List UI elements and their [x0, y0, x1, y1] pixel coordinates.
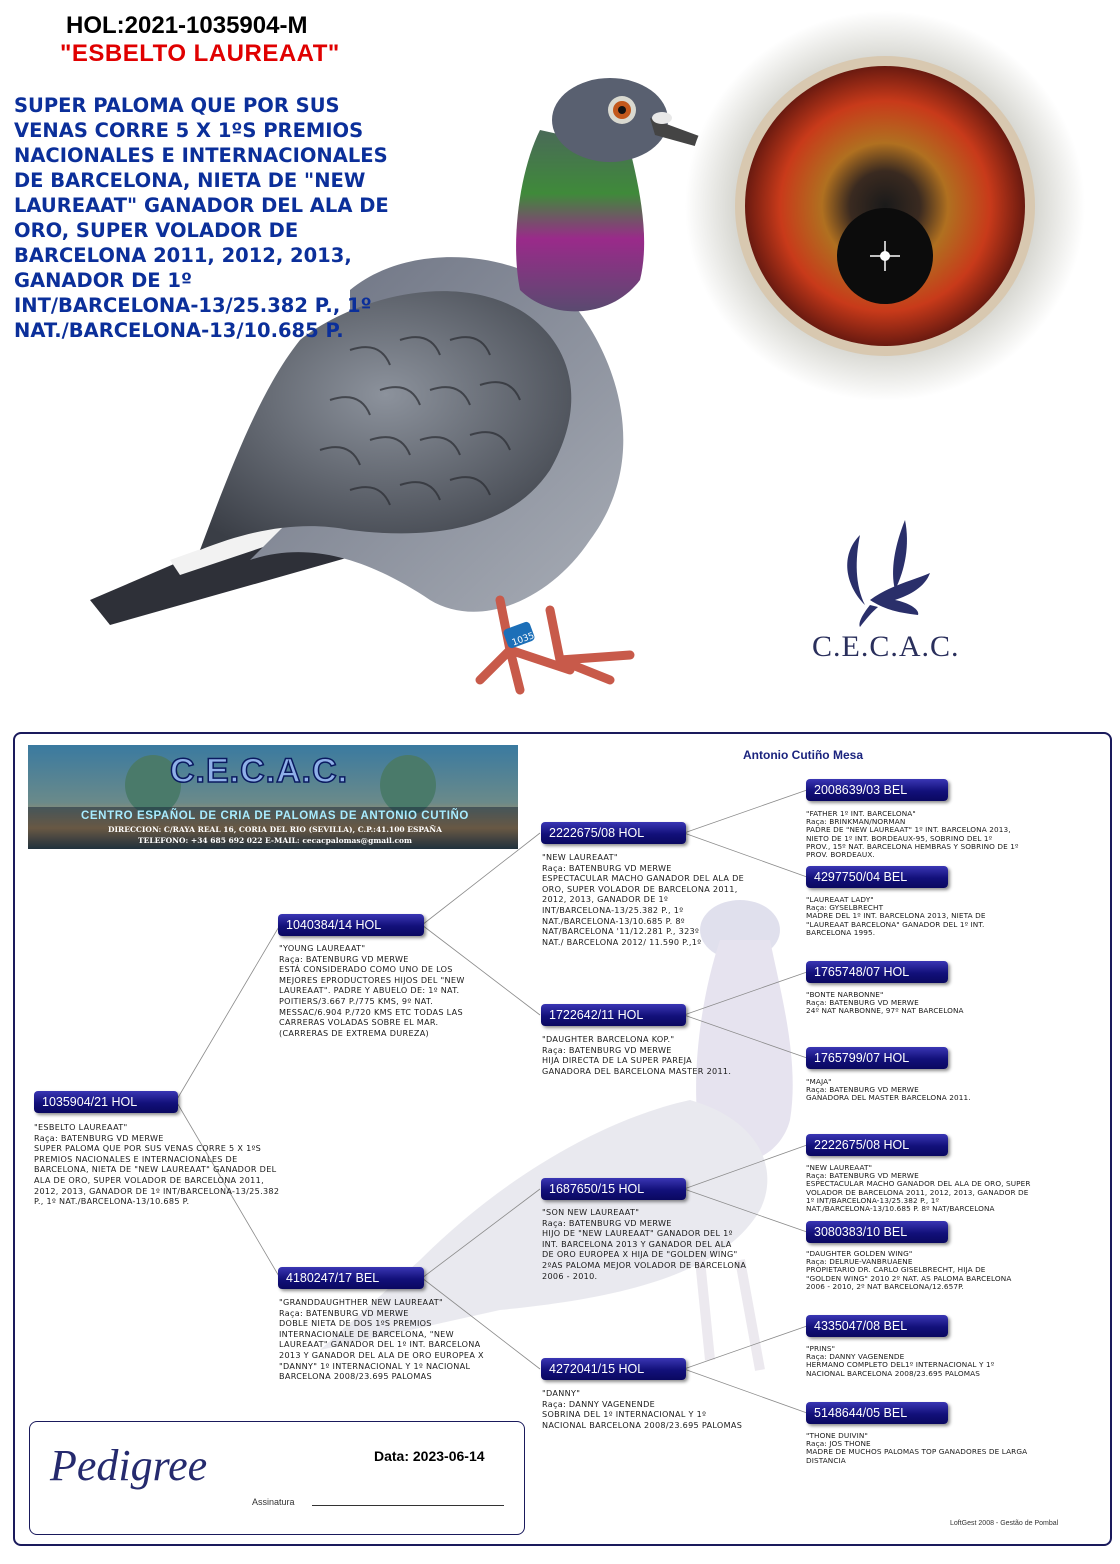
- info-line: Raça: BRINKMAN/NORMAN: [806, 817, 906, 827]
- info-line: 1º INT/BARCELONA-13/25.382 P., 1º: [806, 1195, 940, 1205]
- dsd-ring-box[interactable]: 3080383/10 BEL: [806, 1221, 948, 1243]
- info-line: ESPECTACULAR MACHO GANADOR DEL ALA DE: [542, 873, 745, 884]
- dds-ring-box[interactable]: 4335047/08 BEL: [806, 1315, 948, 1337]
- info-line: Raça: BATENBURG VD MERWE: [542, 1217, 672, 1228]
- info-line: MADRE DEL 1º INT. BARCELONA 2013, NIETA DE: [806, 911, 986, 921]
- info-line: "DANNY" 1º INTERNACIONAL Y 1º NACIONAL: [279, 1360, 471, 1371]
- info-line: Raça: JOS THONE: [806, 1439, 871, 1449]
- signature-label: Assinatura: [252, 1497, 295, 1507]
- info-line: "THONE DUIVIN": [806, 1431, 868, 1440]
- info-line: Raça: BATENBURG VD MERWE: [542, 862, 672, 873]
- info-line: "LAUREAAT BARCELONA" GANADOR DEL 1º INT.: [806, 919, 985, 929]
- sd-info: [542, 1034, 731, 1076]
- info-line: 2006 - 2010, 2º NAT BARCELONA/12.657P.: [806, 1281, 964, 1291]
- info-line: BARCELONA 2008/23.695 PALOMAS: [279, 1371, 432, 1382]
- info-line: DISTANCIA: [806, 1455, 846, 1465]
- info-line: "ESBELTO LAUREAAT": [34, 1122, 128, 1132]
- description-line: NAT./BARCELONA-13/10.685 P.: [14, 319, 344, 342]
- info-line: Raça: BATENBURG VD MERWE: [806, 998, 919, 1008]
- info-line: 2012, 2013, GANADOR DE 1º: [542, 894, 669, 905]
- description-line: NACIONALES E INTERNACIONALES: [14, 144, 388, 167]
- info-line: DOBLE NIETA DE DOS 1ºS PREMIOS: [279, 1318, 432, 1329]
- leg-ring-band: 1035: [510, 631, 536, 649]
- info-line: Raça: BATENBURG VD MERWE: [542, 1044, 672, 1055]
- dss-info: [806, 1164, 1031, 1213]
- info-line: HERMANO COMPLETO DEL1º INTERNACIONAL Y 1º: [806, 1360, 995, 1370]
- info-line: ESPECTACULAR MACHO GANADOR DEL ALA DE ORO, SUPER: [806, 1179, 1031, 1189]
- info-line: INT/BARCELONA-13/25.382 P., 1º: [542, 904, 684, 915]
- ring-number-title: HOL:2021-1035904-M: [66, 12, 308, 39]
- info-line: "PRINS": [806, 1344, 836, 1353]
- description-line: DE BARCELONA, NIETA DE "NEW: [14, 169, 366, 192]
- banner-title: C.E.C.A.C.: [170, 752, 349, 790]
- ss-ring-box[interactable]: 2222675/08 HOL: [541, 822, 686, 844]
- pedigree-signature-word: Pedigree: [50, 1441, 208, 1490]
- dsd-info: [806, 1250, 1011, 1291]
- info-line: MESSAC/6.904 P./720 KMS ETC TODAS LAS: [279, 1006, 463, 1017]
- info-line: DE ORO EUROPEA X HIJA DE "GOLDEN WING": [542, 1249, 738, 1260]
- info-line: PROPIETARIO DR. CARLO GISELBRECHT, HIJA DE: [806, 1265, 986, 1275]
- info-line: Raça: BATENBURG VD MERWE: [34, 1132, 164, 1143]
- dam-info: [279, 1297, 484, 1382]
- info-line: NACIONAL BARCELONA 2008/23.695 PALOMAS: [806, 1368, 980, 1378]
- date-label: Data: 2023-06-14: [374, 1448, 485, 1464]
- sd-ring-box[interactable]: 1722642/11 HOL: [541, 1004, 686, 1026]
- dd-ring-box[interactable]: 4272041/15 HOL: [541, 1358, 686, 1380]
- software-credit: LoftGest 2008 - Gestão de Pombal: [950, 1520, 1059, 1527]
- info-line: Raça: DELRUE-VANBRUAENE: [806, 1257, 913, 1267]
- ss-info: [542, 852, 744, 947]
- info-line: BARCELONA 1995.: [806, 927, 876, 937]
- description-line: ORO, SUPER VOLADOR DE: [14, 219, 299, 242]
- cecac-logo-text: C.E.C.A.C.: [812, 630, 960, 663]
- bird-name-title: "ESBELTO LAUREAAT": [60, 40, 340, 67]
- ssd-ring-box[interactable]: 4297750/04 BEL: [806, 866, 948, 888]
- info-line: (CARRERAS DE EXTREMA DUREZA): [279, 1027, 429, 1038]
- info-line: Raça: DANNY VAGENENDE: [806, 1352, 905, 1362]
- info-line: Raça: GYSELBRECHT: [806, 903, 884, 913]
- info-line: Raça: BATENBURG VD MERWE: [806, 1085, 919, 1095]
- ssd-info: [806, 896, 986, 937]
- info-line: 2012, 2013, GANADOR DE 1º INT/BARCELONA-13/25.382: [34, 1185, 280, 1196]
- description-line: LAUREAAT" GANADOR DEL ALA DE: [14, 194, 389, 217]
- dd-info: [542, 1388, 742, 1430]
- info-line: "SON NEW LAUREAAT": [542, 1207, 640, 1217]
- sss-ring-box[interactable]: 2008639/03 BEL: [806, 779, 948, 801]
- info-line: "FATHER 1º INT. BARCELONA": [806, 809, 916, 818]
- info-line: NAT./BARCELONA-13/10.685 P. 8º: [542, 915, 685, 926]
- info-line: BARCELONA, NIETA DE "NEW LAUREAAT" GANADOR DEL: [34, 1164, 277, 1175]
- info-line: 2006 - 2010.: [542, 1270, 598, 1281]
- info-line: "GRANDDAUGHTHER NEW LAUREAAT": [279, 1297, 444, 1307]
- info-line: Raça: BATENBURG VD MERWE: [806, 1171, 919, 1181]
- info-line: GANADORA DEL BARCELONA MASTER 2011.: [542, 1065, 732, 1076]
- info-line: INT. BARCELONA 2013 Y GANADOR DEL ALA: [542, 1238, 732, 1249]
- info-line: "GOLDEN WING" 2010 2º NAT. AS PALOMA BARCELONA: [806, 1273, 1012, 1283]
- info-line: NAT./BARCELONA-13/10.685 P. 8º NAT/BARCELONA: [806, 1204, 995, 1214]
- dds-info: [806, 1345, 994, 1378]
- ddd-info: [806, 1432, 1027, 1465]
- info-line: VOLADOR DE BARCELONA 2011, 2012, 2013, GANADOR DE: [806, 1187, 1029, 1197]
- info-line: NACIONAL BARCELONA 2008/23.695 PALOMAS: [542, 1419, 743, 1430]
- sss-info: [806, 810, 1019, 859]
- banner-subtitle: CENTRO ESPAÑOL DE CRIA DE PALOMAS DE ANTONIO CUTIÑO: [81, 810, 469, 822]
- info-line: "YOUNG LAUREAAT": [279, 943, 366, 953]
- info-line: ESTÁ CONSIDERADO COMO UNO DE LOS: [279, 964, 453, 975]
- info-line: GANADORA DEL MASTER BARCELONA 2011.: [806, 1093, 971, 1103]
- owner-name: Antonio Cutiño Mesa: [743, 748, 863, 762]
- signature-line[interactable]: [312, 1505, 504, 1506]
- info-line: LAUREAAT". PADRE Y ABUELO DE: 1º NAT.: [279, 985, 460, 996]
- subject-ring-box[interactable]: 1035904/21 HOL: [34, 1091, 178, 1113]
- description-line: VENAS CORRE 5 X 1ºS PREMIOS: [14, 119, 364, 142]
- info-line: Raça: BATENBURG VD MERWE: [279, 953, 409, 964]
- info-line: HIJA DIRECTA DE LA SUPER PAREJA: [542, 1055, 692, 1066]
- info-line: HIJO DE "NEW LAUREAAT" GANADOR DEL 1º: [542, 1228, 733, 1239]
- subject-info: [34, 1122, 279, 1207]
- info-line: ALA DE ORO, SUPER VOLADOR DE BARCELONA 2011,: [34, 1174, 264, 1185]
- info-line: INTERNACIONALE DE BARCELONA, "NEW: [279, 1328, 454, 1339]
- info-line: "DAUGHTER GOLDEN WING": [806, 1249, 913, 1258]
- info-line: SOBRINA DEL 1º INTERNACIONAL Y 1º: [542, 1409, 707, 1420]
- ds-info: [542, 1207, 746, 1281]
- dam-ring-box[interactable]: 4180247/17 BEL: [278, 1267, 424, 1289]
- info-line: LAUREAAT" GANADOR DEL 1º INT. BARCELONA: [279, 1339, 481, 1350]
- info-line: 2ºAS PALOMA MEJOR VOLADOR DE BARCELONA: [542, 1259, 747, 1270]
- info-line: PADRE DE "NEW LAUREAAT" 1º INT. BARCELONA 2013,: [806, 825, 1011, 835]
- info-line: P., 1º NAT./BARCELONA-13/10.685 P.: [34, 1196, 190, 1207]
- dss-ring-box[interactable]: 2222675/08 HOL: [806, 1134, 948, 1156]
- info-line: NAT./ BARCELONA 2012/ 11.590 P.,1º: [542, 936, 702, 947]
- sire-ring-box[interactable]: 1040384/14 HOL: [278, 914, 424, 936]
- info-line: ORO, SUPER VOLADOR DE BARCELONA 2011,: [542, 883, 738, 894]
- info-line: PREMIOS NACIONALES E INTERNACIONALES DE: [34, 1153, 238, 1164]
- info-line: SUPER PALOMA QUE POR SUS VENAS CORRE 5 X 1ºS: [34, 1143, 262, 1154]
- sdd-ring-box[interactable]: 1765799/07 HOL: [806, 1047, 948, 1069]
- info-line: "NEW LAUREAAT": [542, 852, 618, 862]
- info-line: "DANNY": [542, 1388, 581, 1398]
- sdd-info: [806, 1078, 971, 1103]
- ds-ring-box[interactable]: 1687650/15 HOL: [541, 1178, 686, 1200]
- description-line: GANADOR DE 1º: [14, 269, 192, 292]
- sds-info: [806, 991, 964, 1016]
- ddd-ring-box[interactable]: 5148644/05 BEL: [806, 1402, 948, 1424]
- info-line: MEJORES EPRODUCTORES HIJOS DEL "NEW: [279, 974, 465, 985]
- info-line: PROV. BORDEAUX.: [806, 850, 875, 860]
- info-line: "DAUGHTER BARCELONA KOP.": [542, 1034, 675, 1044]
- info-line: "NEW LAUREAAT": [806, 1163, 873, 1172]
- info-line: CARRERAS VOLADAS SOBRE EL MAR.: [279, 1017, 439, 1028]
- info-line: PROV., 15º NAT. BARCELONA HEMBRAS Y SOBRINO DE 1º: [806, 841, 1019, 851]
- sds-ring-box[interactable]: 1765748/07 HOL: [806, 961, 948, 983]
- info-line: Raça: BATENBURG VD MERWE: [279, 1307, 409, 1318]
- info-line: "LAUREAAT LADY": [806, 895, 874, 904]
- info-line: MADRE DE MUCHOS PALOMAS TOP GANADORES DE LARGA: [806, 1447, 1028, 1457]
- info-line: POITIERS/3.667 P./775 KMS, 9º NAT.: [279, 995, 434, 1006]
- banner-contact: TELEFONO: +34 685 692 022 E-MAIL: cecacpalomas@gmail.com: [138, 836, 412, 845]
- description-line: BARCELONA 2011, 2012, 2013,: [14, 244, 352, 267]
- description-line: SUPER PALOMA QUE POR SUS: [14, 94, 340, 117]
- info-line: 24º NAT NARBONNE, 97º NAT BARCELONA: [806, 1006, 964, 1016]
- info-line: Raça: DANNY VAGENENDE: [542, 1398, 656, 1409]
- description-line: INT/BARCELONA-13/25.382 P., 1º: [14, 294, 372, 317]
- info-line: "BONTE NARBONNE": [806, 990, 884, 999]
- banner-address: DIRECCION: C/RAYA REAL 16, CORIA DEL RIO (SEVILLA), C.P.:41.100 ESPAÑA: [108, 825, 442, 834]
- sire-info: [279, 943, 465, 1038]
- info-line: NIETO DE 1º INT. BORDEAUX-95, SOBRINO DEL 1º: [806, 833, 993, 843]
- info-line: 2013 Y GANADOR DEL ALA DE ORO EUROPEA X: [279, 1349, 484, 1360]
- info-line: "MAJA": [806, 1077, 832, 1086]
- info-line: NAT/BARCELONA '11/12.281 P., 323º: [542, 926, 700, 937]
